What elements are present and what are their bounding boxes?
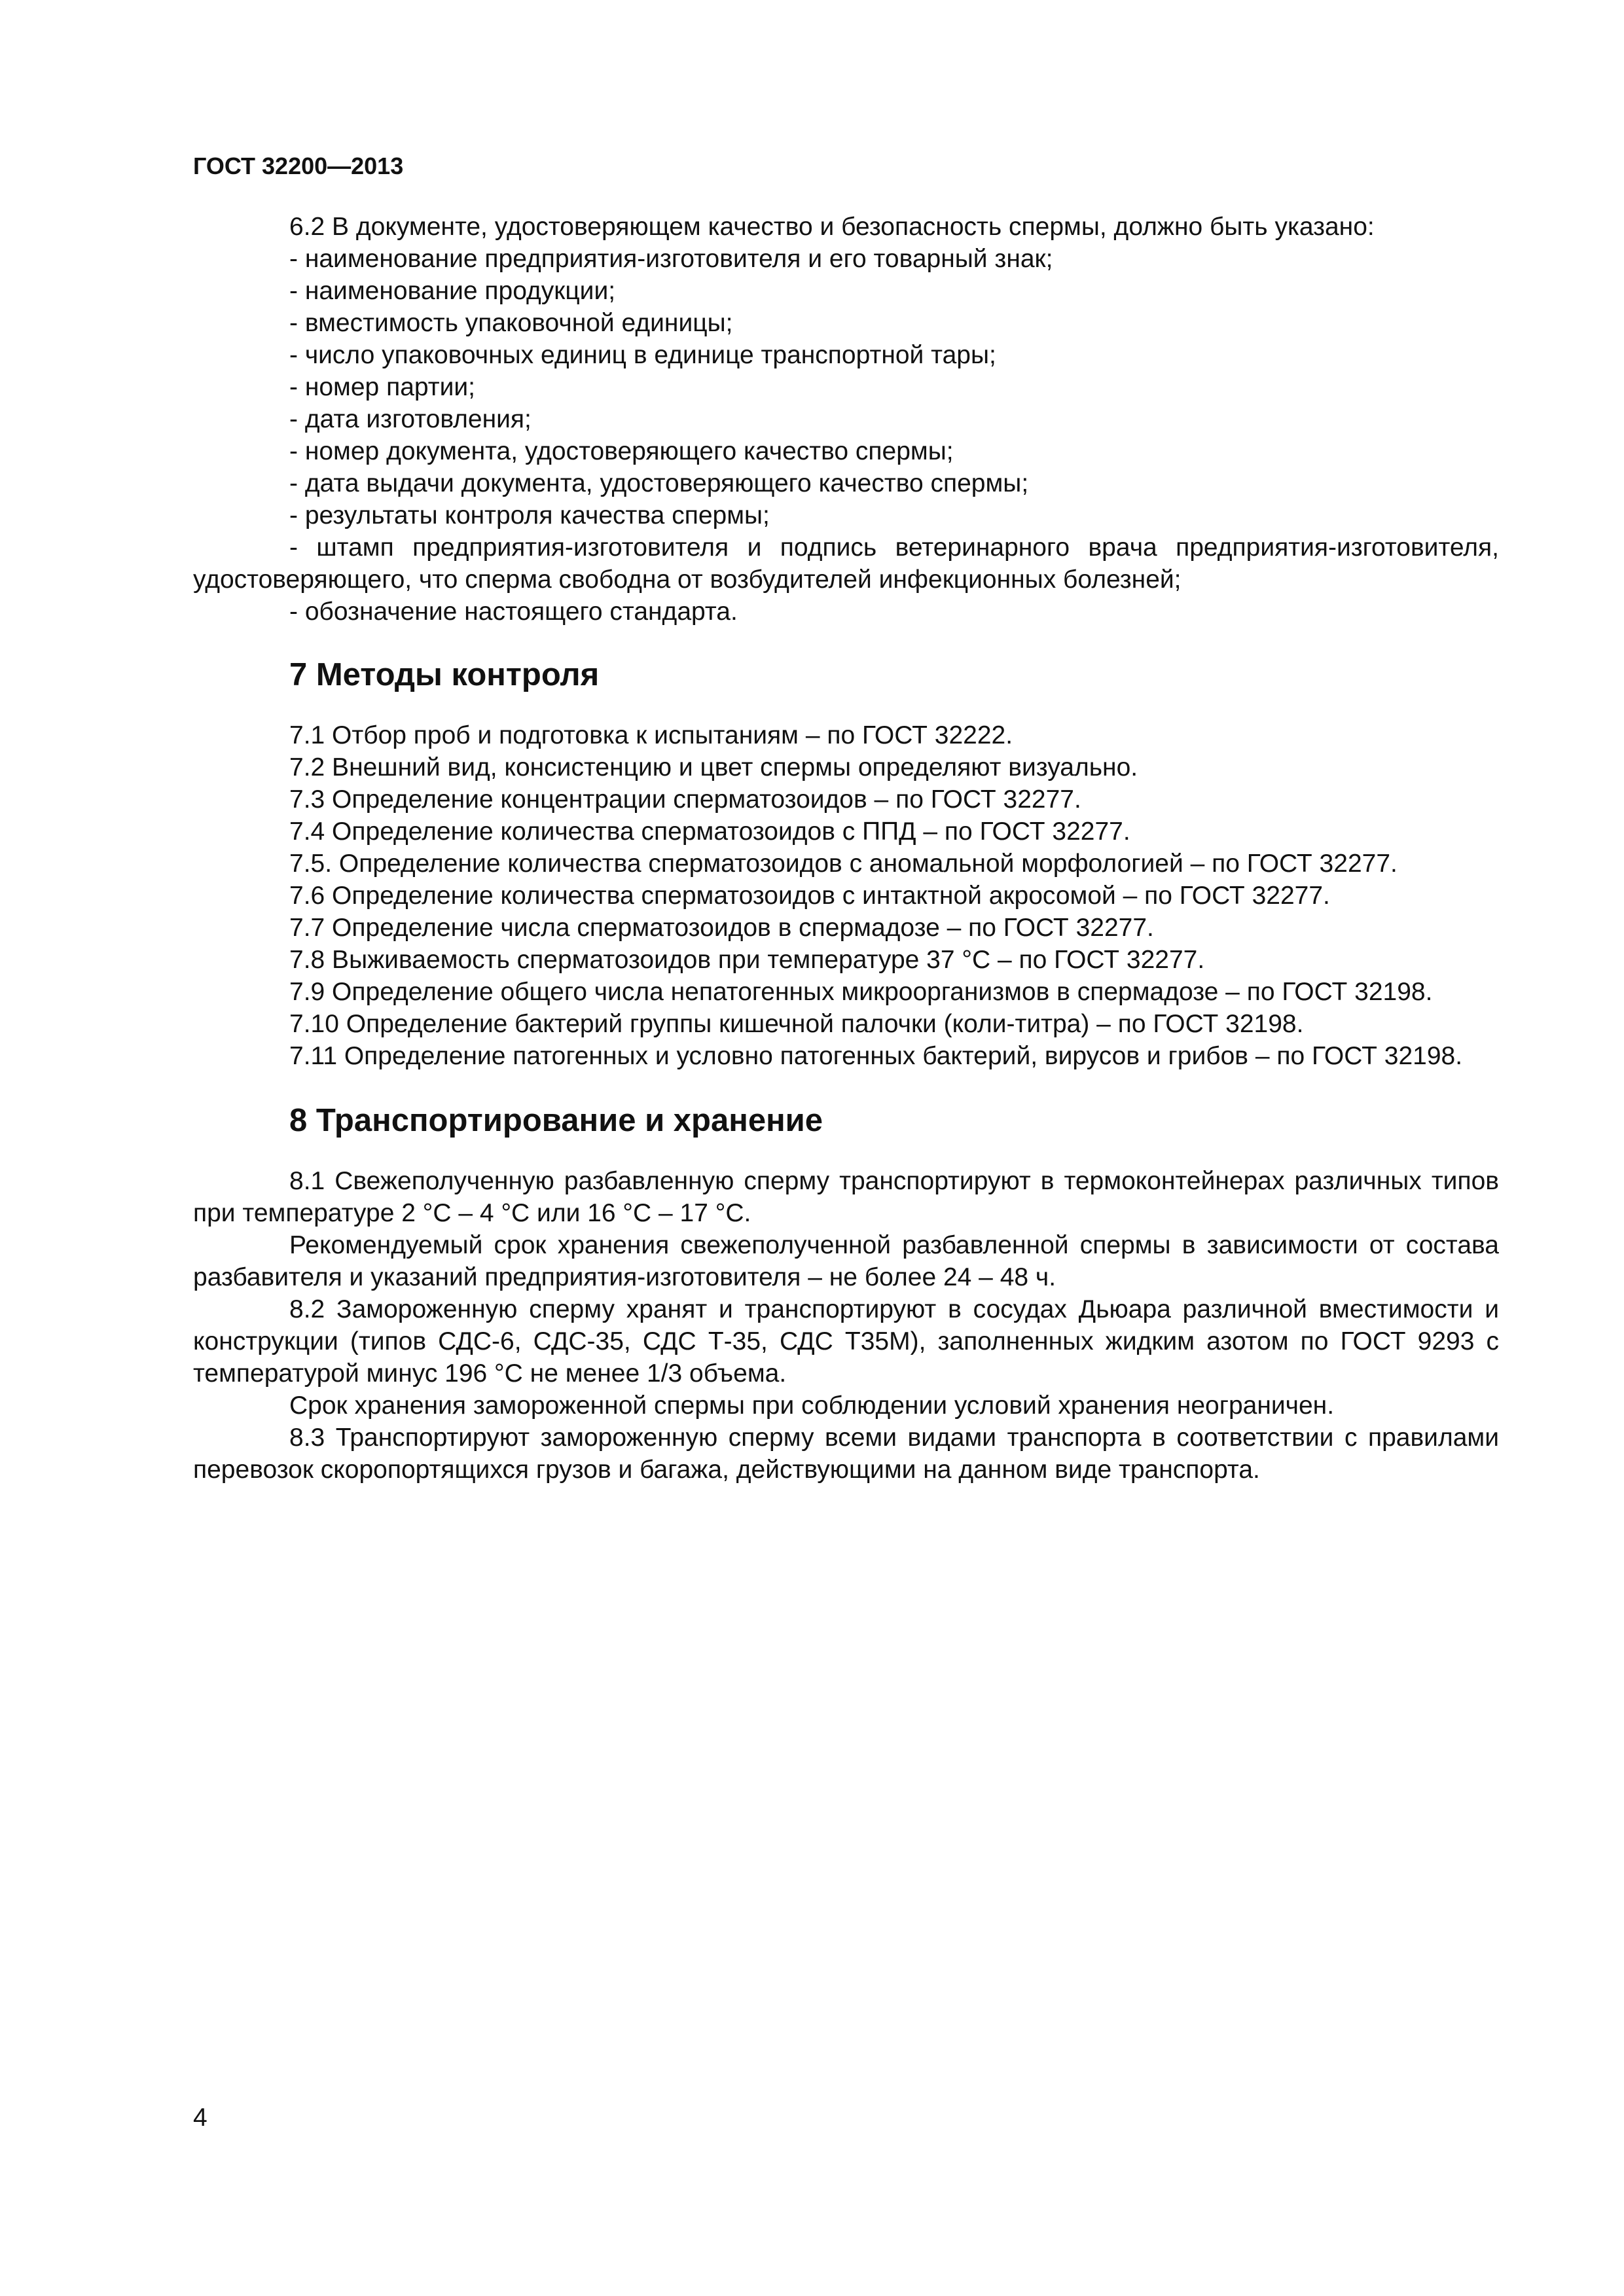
list-item: 7.2 Внешний вид, консистенцию и цвет спермы определяют визуально. bbox=[289, 753, 1138, 781]
list-item: - вместимость упаковочной единицы; bbox=[289, 309, 733, 337]
list-item: - наименование продукции; bbox=[289, 277, 616, 305]
list-item: - число упаковочных единиц в единице транспортной тары; bbox=[289, 341, 996, 369]
document-code-header: ГОСТ 32200—2013 bbox=[193, 152, 404, 179]
list-item: 7.3 Определение концентрации сперматозоидов – по ГОСТ 32277. bbox=[289, 785, 1081, 814]
list-item: 7.6 Определение количества сперматозоидов с интактной акросомой – по ГОСТ 32277. bbox=[289, 882, 1330, 910]
list-item: - обозначение настоящего стандарта. bbox=[289, 598, 738, 626]
list-item: 7.7 Определение числа сперматозоидов в спермадозе – по ГОСТ 32277. bbox=[289, 914, 1154, 942]
list-item: - дата изготовления; bbox=[289, 405, 532, 433]
list-item: - дата выдачи документа, удостоверяющего качество спермы; bbox=[289, 469, 1029, 497]
paragraph: Срок хранения замороженной спермы при соблюдении условий хранения неограничен. bbox=[289, 1391, 1335, 1420]
list-item: 7.9 Определение общего числа непатогенных микроорганизмов в спермадозе – по ГОСТ 32198. bbox=[289, 978, 1433, 1006]
list-item: 7.11 Определение патогенных и условно патогенных бактерий, вирусов и грибов – по ГОСТ 32198. bbox=[289, 1042, 1463, 1070]
list-item: - номер партии; bbox=[289, 373, 475, 401]
document-body bbox=[193, 211, 1499, 1486]
list-item: 7.5. Определение количества сперматозоидов с аномальной морфологией – по ГОСТ 32277. bbox=[289, 850, 1398, 878]
list-item: 7.10 Определение бактерий группы кишечной палочки (коли-титра) – по ГОСТ 32198. bbox=[289, 1010, 1304, 1038]
page-number: 4 bbox=[193, 2104, 208, 2132]
paragraph: 8.3 Транспортируют замороженную сперму всеми видами транспорта в соответствии с правилами перевозок скоропортящихся грузов и багажа, действующими на данном виде транспорта. bbox=[193, 1424, 1499, 1484]
list-item: 7.4 Определение количества сперматозоидов с ППД – по ГОСТ 32277. bbox=[289, 817, 1130, 846]
list-item: - результаты контроля качества спермы; bbox=[289, 501, 770, 529]
list-item: - штамп предприятия-изготовителя и подпись ветеринарного врача предприятия-изготовителя, удостоверяющего, что сперма свободна от возбудителей инфекционных болезней; bbox=[193, 533, 1499, 594]
list-item: - наименование предприятия-изготовителя и его товарный знак; bbox=[289, 245, 1053, 273]
paragraph: 8.1 Свежеполученную разбавленную сперму транспортируют в термоконтейнерах различных типов при температуре 2 °С – 4 °С или 16 °С – 17 °С. bbox=[193, 1167, 1499, 1227]
section-7-heading: 7 Методы контроля bbox=[289, 657, 600, 692]
paragraph-6-2: 6.2 В документе, удостоверяющем качество и безопасность спермы, должно быть указано: bbox=[289, 213, 1375, 241]
list-item: - номер документа, удостоверяющего качество спермы; bbox=[289, 437, 954, 465]
section-8-heading: 8 Транспортирование и хранение bbox=[289, 1103, 823, 1138]
list-item: 7.8 Выживаемость сперматозоидов при температуре 37 °С – по ГОСТ 32277. bbox=[289, 946, 1205, 974]
paragraph: 8.2 Замороженную сперму хранят и транспортируют в сосудах Дьюара различной вместимости и конструкции (типов СДС-6, СДС-35, СДС Т-35, СДС Т35М), заполненных жидким азотом по ГОСТ 9293 с температурой минус 196 °С не менее 1/3 объема. bbox=[193, 1295, 1499, 1388]
paragraph: Рекомендуемый срок хранения свежеполученной разбавленной спермы в зависимости от состава разбавителя и указаний предприятия-изготовителя – не более 24 – 48 ч. bbox=[193, 1231, 1499, 1291]
list-item: 7.1 Отбор проб и подготовка к испытаниям – по ГОСТ 32222. bbox=[289, 721, 1013, 749]
